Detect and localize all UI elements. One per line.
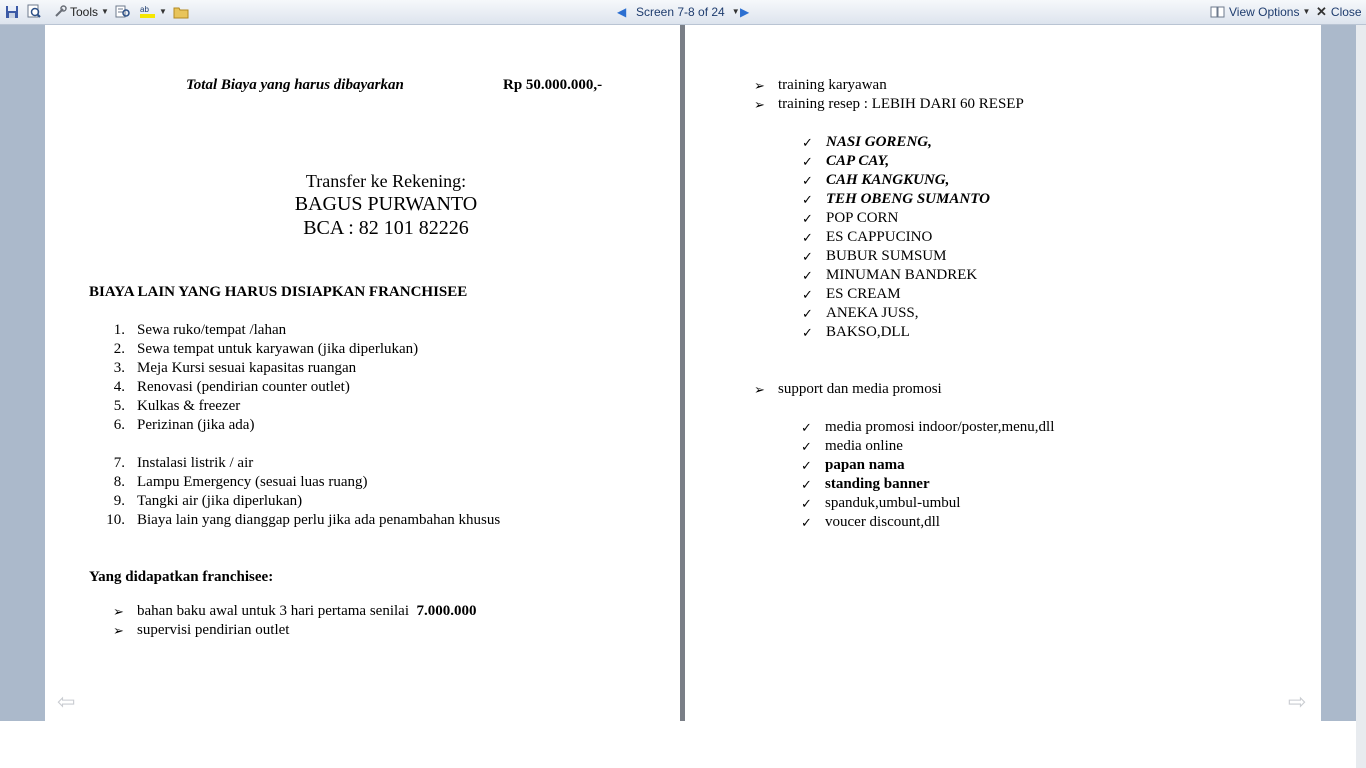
right-page [685, 25, 1321, 721]
recipe-item: POP CORN [826, 210, 899, 226]
list-number: 10. [106, 512, 125, 528]
check-bullet-icon: ✓ [801, 477, 812, 492]
research-icon [115, 4, 131, 19]
check-bullet-icon: ✓ [802, 287, 813, 302]
support-item: papan nama [825, 457, 905, 473]
check-bullet-icon: ✓ [802, 249, 813, 264]
check-bullet-icon: ✓ [801, 439, 812, 454]
folder-icon [173, 5, 189, 19]
list-number: 6. [113, 417, 125, 433]
magnifier-page-icon [27, 4, 41, 19]
check-bullet-icon: ✓ [802, 173, 813, 188]
list-item: Lampu Emergency (sesuai luas ruang) [137, 474, 368, 490]
view-options-icon [1210, 5, 1226, 19]
support-item: media online [825, 438, 903, 454]
chevron-down-icon: ▼ [731, 7, 740, 16]
chevron-down-icon: ▼ [1302, 7, 1311, 16]
list-item: Instalasi listrik / air [137, 455, 254, 471]
support-item: spanduk,umbul-umbul [825, 495, 961, 511]
list-item: training resep : LEBIH DARI 60 RESEP [778, 96, 1024, 112]
tools-label: Tools [70, 4, 99, 19]
recipe-item: CAP CAY, [826, 153, 890, 169]
print-preview-button[interactable] [27, 3, 41, 20]
list-number: 8. [113, 474, 125, 490]
check-bullet-icon: ✓ [801, 515, 812, 530]
wrench-icon [53, 5, 67, 19]
check-bullet-icon: ✓ [801, 496, 812, 511]
account-name: BAGUS PURWANTO [294, 193, 478, 215]
left-page [45, 25, 680, 721]
scrollbar[interactable] [1356, 25, 1366, 721]
benefit-item [137, 602, 477, 621]
scrollbar-corner [1356, 721, 1366, 768]
highlighter-icon [139, 4, 156, 19]
view-options-menu[interactable] [1210, 3, 1310, 20]
arrow-left-icon: ◀ [617, 4, 627, 19]
check-bullet-icon: ✓ [802, 230, 813, 245]
arrow-bullet-icon: ➢ [754, 78, 765, 93]
benefits-heading: Yang didapatkan franchisee: [89, 569, 274, 585]
total-cost-label: Total Biaya yang harus dibayarkan [186, 77, 404, 93]
save-icon [5, 5, 19, 19]
chevron-down-icon: ▼ [159, 7, 167, 16]
list-number: 4. [113, 379, 125, 395]
close-label: Close [1330, 4, 1362, 19]
list-item: training karyawan [778, 77, 887, 93]
check-bullet-icon: ✓ [802, 154, 813, 169]
view-options-label: View Options [1229, 4, 1300, 19]
list-item: Sewa tempat untuk karyawan (jika diperlukan) [137, 341, 419, 357]
chevron-down-icon: ▼ [101, 7, 109, 16]
arrow-bullet-icon: ➢ [113, 604, 124, 619]
check-bullet-icon: ✓ [802, 325, 813, 340]
screen-indicator: Screen 7-8 of 24 [636, 4, 725, 19]
close-button[interactable] [1316, 3, 1362, 20]
list-item: Renovasi (pendirian counter outlet) [137, 379, 350, 395]
list-number: 5. [113, 398, 125, 414]
arrow-right-icon: ▶ [740, 4, 750, 19]
check-bullet-icon: ✓ [802, 306, 813, 321]
check-bullet-icon: ✓ [802, 268, 813, 283]
check-bullet-icon: ✓ [802, 192, 813, 207]
recipe-item: ES CREAM [826, 286, 901, 302]
list-number: 2. [113, 341, 125, 357]
list-item: Biaya lain yang dianggap perlu jika ada penambahan khusus [137, 512, 501, 528]
check-bullet-icon: ✓ [801, 458, 812, 473]
benefit-amount: 7.000.000 [416, 603, 477, 619]
tools-menu[interactable] [53, 3, 109, 20]
list-number: 3. [113, 360, 125, 376]
recipe-item: TEH OBENG SUMANTO [826, 191, 990, 207]
check-bullet-icon: ✓ [801, 420, 812, 435]
account-number: BCA : 82 101 82226 [303, 217, 469, 239]
list-item: Kulkas & freezer [137, 398, 241, 414]
arrow-bullet-icon: ➢ [754, 97, 765, 112]
other-costs-heading: BIAYA LAIN YANG HARUS DISIAPKAN FRANCHISEE [89, 284, 468, 300]
reading-workspace [0, 25, 1366, 721]
previous-screen-button[interactable] [617, 3, 626, 20]
check-bullet-icon: ✓ [802, 211, 813, 226]
folder-button[interactable] [173, 3, 189, 20]
support-item: voucer discount,dll [825, 514, 940, 530]
reading-toolbar [0, 0, 1366, 25]
save-button[interactable] [5, 3, 19, 20]
svg-text:ab: ab [140, 5, 149, 14]
previous-page-arrow-icon[interactable]: ⇦ [57, 689, 76, 714]
bottom-blank-area [0, 721, 1356, 768]
benefit-text: bahan baku awal untuk 3 hari pertama senilai [137, 603, 409, 619]
arrow-bullet-icon: ➢ [754, 382, 765, 397]
recipe-item: ANEKA JUSS, [826, 305, 919, 321]
list-number: 7. [113, 455, 125, 471]
close-icon: ✕ [1316, 3, 1327, 19]
list-item: Meja Kursi sesuai kapasitas ruangan [137, 360, 357, 376]
recipe-item: BUBUR SUMSUM [826, 248, 947, 264]
support-heading: support dan media promosi [778, 381, 942, 397]
support-item: standing banner [825, 476, 930, 492]
next-page-arrow-icon[interactable]: ⇨ [1288, 689, 1307, 714]
recipe-item: NASI GORENG, [826, 134, 932, 150]
list-number: 9. [113, 493, 125, 509]
recipe-item: MINUMAN BANDREK [826, 267, 978, 283]
list-item: Sewa ruko/tempat /lahan [137, 322, 287, 338]
arrow-bullet-icon: ➢ [113, 623, 124, 638]
research-button[interactable] [115, 3, 131, 20]
transfer-heading: Transfer ke Rekening: [305, 171, 467, 191]
next-screen-button[interactable] [740, 3, 749, 20]
total-cost-amount: Rp 50.000.000,- [503, 77, 603, 93]
check-bullet-icon: ✓ [802, 135, 813, 150]
screen-selector[interactable] [636, 3, 740, 20]
support-item: media promosi indoor/poster,menu,dll [825, 419, 1055, 435]
recipe-item: ES CAPPUCINO [826, 229, 933, 245]
list-item: Tangki air (jika diperlukan) [137, 493, 303, 509]
recipe-item: CAH KANGKUNG, [826, 172, 950, 188]
benefit-item: supervisi pendirian outlet [137, 622, 290, 638]
list-item: Perizinan (jika ada) [137, 417, 255, 433]
list-number: 1. [113, 322, 125, 338]
recipe-item: BAKSO,DLL [826, 324, 910, 340]
highlight-button[interactable] [139, 3, 167, 20]
